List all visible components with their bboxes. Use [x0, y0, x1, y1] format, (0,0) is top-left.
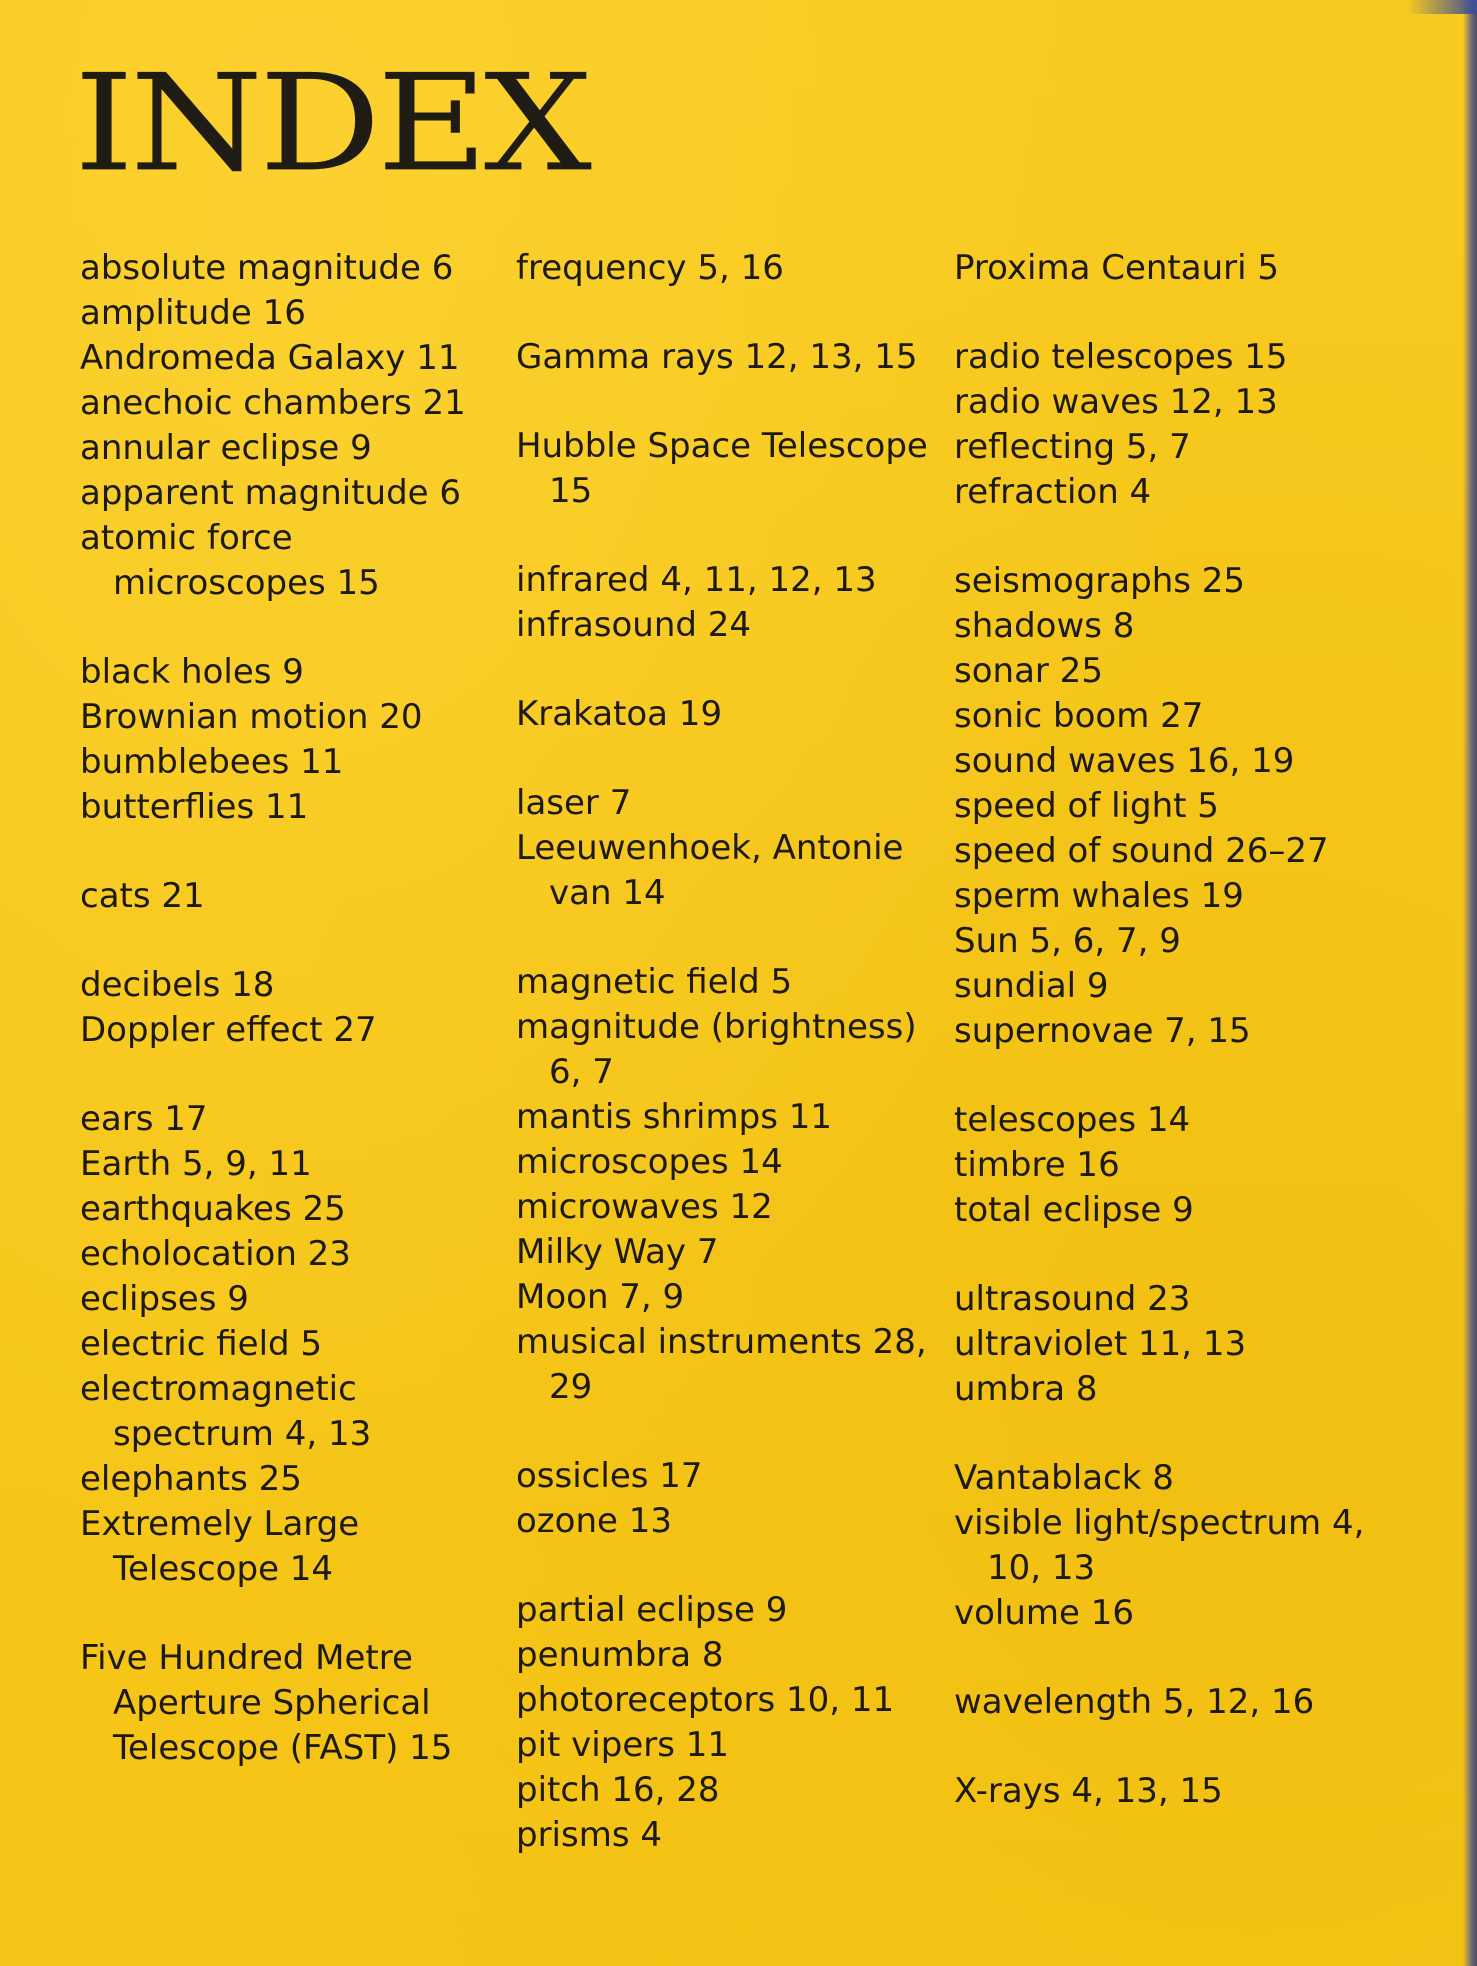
index-entry: wavelength 5, 12, 16: [954, 1682, 1315, 1722]
index-entry: sperm whales 19: [954, 876, 1244, 916]
group-spacer: [954, 1412, 1394, 1456]
index-entry: visible light/spectrum 4, 10, 13: [954, 1503, 1365, 1588]
index-entry: musical instruments 28, 29: [516, 1322, 927, 1407]
index-entry: electric field 5: [80, 1324, 323, 1364]
index-entry: telescopes 14: [954, 1100, 1191, 1140]
index-entry: Gamma rays 12, 13, 15: [516, 337, 918, 377]
index-entry: Krakatoa 19: [516, 694, 723, 734]
page-edge: [1463, 0, 1477, 1966]
group-spacer: [954, 1233, 1394, 1277]
index-entry: umbra 8: [954, 1369, 1098, 1409]
index-entry: pitch 16, 28: [516, 1770, 720, 1810]
group-spacer: [954, 1054, 1394, 1098]
index-entry: total eclipse 9: [954, 1190, 1194, 1230]
index-entry: decibels 18: [80, 965, 275, 1005]
index-entry: annular eclipse 9: [80, 428, 372, 468]
index-entry: Leeuwenhoek, Antonie van 14: [516, 828, 904, 913]
index-entry: X-rays 4, 13, 15: [954, 1771, 1223, 1811]
index-entry: volume 16: [954, 1593, 1135, 1633]
index-entry: ultrasound 23: [954, 1279, 1191, 1319]
index-entry: Doppler effect 27: [80, 1010, 377, 1050]
index-entry: absolute magnitude 6: [80, 248, 454, 288]
index-entry: microwaves 12: [516, 1187, 773, 1227]
index-entry: photoreceptors 10, 11: [516, 1680, 895, 1720]
index-entry: electromagnetic spectrum 4, 13: [80, 1369, 372, 1454]
index-entry: Sun 5, 6, 7, 9: [954, 921, 1181, 961]
group-spacer: [516, 1544, 936, 1588]
index-entry: ultraviolet 11, 13: [954, 1324, 1247, 1364]
index-entry: infrasound 24: [516, 605, 752, 645]
index-entry: speed of light 5: [954, 786, 1219, 826]
group-spacer: [954, 1636, 1394, 1680]
index-entry: magnitude (brightness) 6, 7: [516, 1007, 917, 1092]
index-entry: butterflies 11: [80, 787, 309, 827]
index-entry: shadows 8: [954, 606, 1135, 646]
index-entry: frequency 5, 16: [516, 248, 784, 288]
index-entry: elephants 25: [80, 1459, 302, 1499]
index-column-3: [954, 246, 1394, 1814]
group-spacer: [516, 1410, 936, 1454]
index-column-2: [516, 246, 936, 1858]
index-entry: sound waves 16, 19: [954, 741, 1295, 781]
index-column-1: [80, 246, 500, 1771]
index-entry: echolocation 23: [80, 1234, 351, 1274]
index-entry: Moon 7, 9: [516, 1277, 685, 1317]
index-entry: Hubble Space Telescope 15: [516, 426, 928, 511]
index-entry: black holes 9: [80, 652, 304, 692]
index-entry: reflecting 5, 7: [954, 427, 1191, 467]
index-entry: timbre 16: [954, 1145, 1120, 1185]
index-entry: Extremely Large Telescope 14: [80, 1504, 360, 1589]
group-spacer: [80, 919, 500, 963]
page-title: INDEX: [74, 45, 589, 202]
index-entry: cats 21: [80, 876, 205, 916]
index-entry: Five Hundred Metre Aperture Spherical Telescope (FAST) 15: [80, 1638, 453, 1768]
index-entry: radio waves 12, 13: [954, 382, 1278, 422]
index-entry: prisms 4: [516, 1815, 662, 1855]
index-entry: laser 7: [516, 783, 632, 823]
index-entry: sundial 9: [954, 966, 1109, 1006]
group-spacer: [80, 1053, 500, 1097]
index-entry: Milky Way 7: [516, 1232, 719, 1272]
index-entry: radio telescopes 15: [954, 337, 1288, 377]
index-entry: bumblebees 11: [80, 742, 344, 782]
index-entry: Vantablack 8: [954, 1458, 1174, 1498]
index-entry: microscopes 14: [516, 1142, 783, 1182]
page-corner: [1407, 0, 1477, 14]
index-entry: Brownian motion 20: [80, 697, 423, 737]
index-entry: earthquakes 25: [80, 1189, 346, 1229]
index-entry: partial eclipse 9: [516, 1590, 788, 1630]
index-entry: supernovae 7, 15: [954, 1011, 1251, 1051]
index-entry: amplitude 16: [80, 293, 306, 333]
index-entry: ears 17: [80, 1099, 208, 1139]
index-entry: apparent magnitude 6: [80, 473, 462, 513]
group-spacer: [516, 514, 936, 558]
group-spacer: [516, 648, 936, 692]
index-entry: eclipses 9: [80, 1279, 249, 1319]
index-entry: pit vipers 11: [516, 1725, 729, 1765]
index-entry: ozone 13: [516, 1501, 672, 1541]
index-entry: atomic force microscopes 15: [80, 518, 380, 603]
group-spacer: [80, 830, 500, 874]
index-entry: ossicles 17: [516, 1456, 703, 1496]
index-entry: penumbra 8: [516, 1635, 724, 1675]
group-spacer: [80, 1592, 500, 1636]
index-entry: sonic boom 27: [954, 696, 1204, 736]
index-entry: refraction 4: [954, 472, 1152, 512]
index-entry: Earth 5, 9, 11: [80, 1144, 312, 1184]
group-spacer: [516, 737, 936, 781]
index-entry: Proxima Centauri 5: [954, 248, 1280, 288]
index-entry: magnetic field 5: [516, 962, 793, 1002]
index-entry: seismographs 25: [954, 561, 1246, 601]
group-spacer: [954, 291, 1394, 335]
index-entry: speed of sound 26–27: [954, 831, 1329, 871]
group-spacer: [516, 916, 936, 960]
index-entry: anechoic chambers 21: [80, 383, 466, 423]
index-entry: mantis shrimps 11: [516, 1097, 832, 1137]
group-spacer: [516, 291, 936, 335]
index-entry: infrared 4, 11, 12, 13: [516, 560, 877, 600]
group-spacer: [80, 606, 500, 650]
index-entry: sonar 25: [954, 651, 1103, 691]
index-entry: Andromeda Galaxy 11: [80, 338, 460, 378]
group-spacer: [954, 1725, 1394, 1769]
group-spacer: [954, 515, 1394, 559]
group-spacer: [516, 380, 936, 424]
